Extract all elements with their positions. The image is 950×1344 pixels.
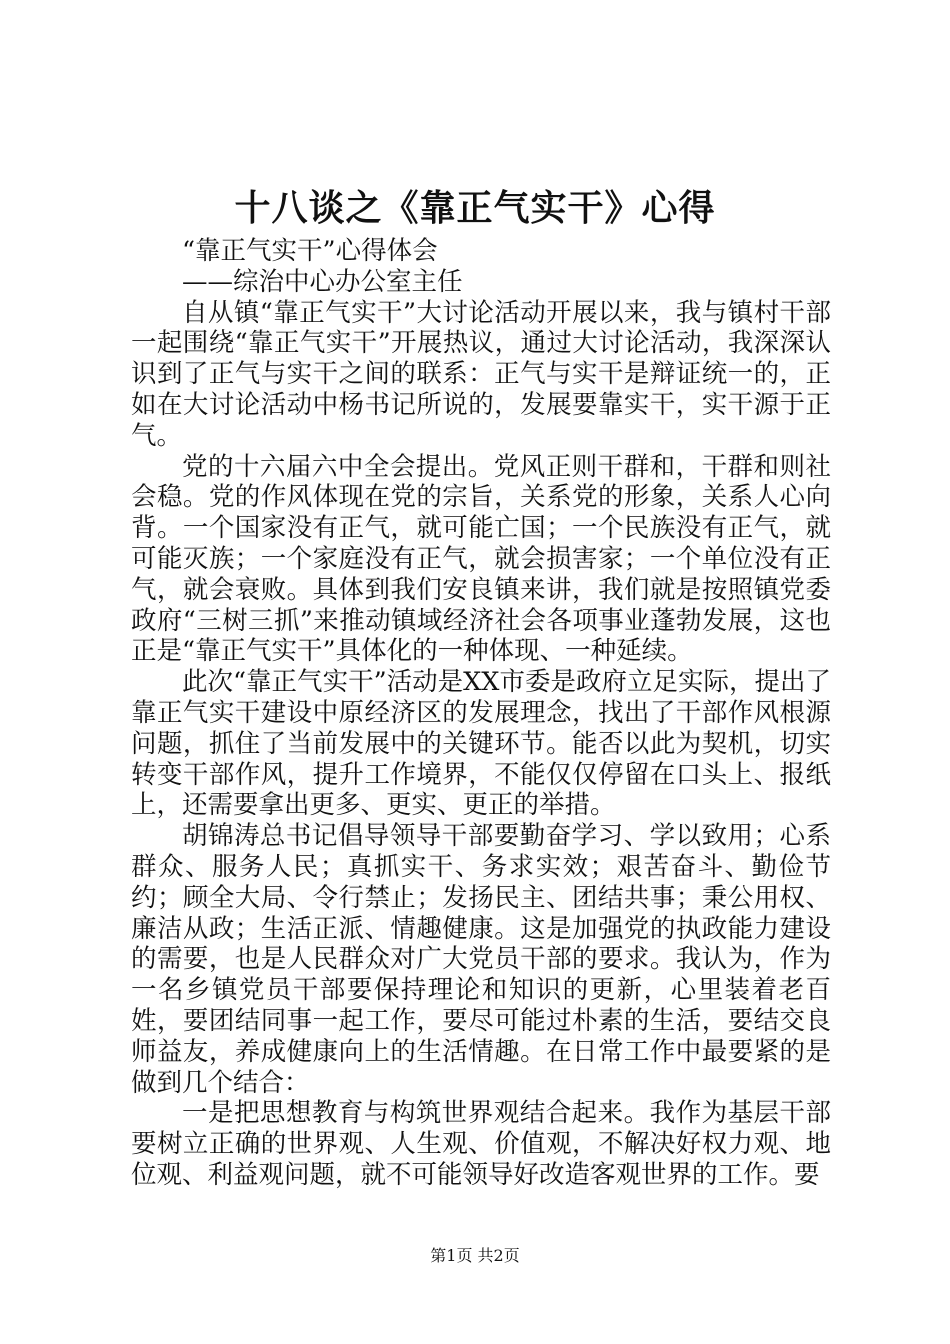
page-footer: 第1页 共2页 (430, 1246, 520, 1265)
paragraph-1: 自从镇“靠正气实干”大讨论活动开展以来，我与镇村干部一起围绕“靠正气实干”开展热议，通过大讨论活动，我深深认识到了正气与实干之间的联系：正气与实干是辩证统一的，正如在大讨论活动中杨书记所说的，发展要靠实干，实干源于正气。 (131, 297, 831, 451)
subtitle: “靠正气实干”心得体会 (182, 236, 438, 266)
paragraph-2: 党的十六届六中全会提出。党风正则干群和，干群和则社会稳。党的作风体现在党的宗旨，关系党的形象，关系人心向背。一个国家没有正气，就可能亡国；一个民族没有正气，就可能灭族；一个家庭没有正气，就会损害家；一个单位没有正气，就会衰败。具体到我们安良镇来讲，我们就是按照镇党委政府“三树三抓”来推动镇域经济社会各项事业蓬勃发展，这也正是“靠正气实干”具体化的一种体现、一种延续。 (131, 451, 831, 667)
document-body (131, 236, 831, 1191)
author-line: ——综治中心办公室主任 (182, 266, 463, 297)
paragraph-5: 一是把思想教育与构筑世界观结合起来。我作为基层干部要树立正确的世界观、人生观、价值观，不解决好权力观、地位观、利益观问题，就不可能领导好改造客观世界的工作。要 (131, 1098, 831, 1190)
paragraph-4: 胡锦涛总书记倡导领导干部要勤奋学习、学以致用；心系群众、服务人民；真抓实干、务求实效；艰苦奋斗、勤俭节约；顾全大局、令行禁止；发扬民主、团结共事；秉公用权、廉洁从政；生活正派、情趣健康。这是加强党的执政能力建设的需要，也是人民群众对广大党员干部的要求。我认为，作为一名乡镇党员干部要保持理论和知识的更新，心里装着老百姓，要团结同事一起工作，要尽可能过朴素的生活，要结交良师益友，养成健康向上的生活情趣。在日常工作中最要紧的是做到几个结合： (131, 821, 831, 1098)
paragraph-3: 此次“靠正气实干”活动是XX市委是政府立足实际，提出了靠正气实干建设中原经济区的发展理念，找出了干部作风根源问题，抓住了当前发展中的关键环节。能否以此为契机，切实转变干部作风，提升工作境界，不能仅仅停留在口头上、报纸上，还需要拿出更多、更实、更正的举措。 (131, 667, 831, 821)
document-title: 十八谈之《靠正气实干》心得 (234, 187, 716, 229)
